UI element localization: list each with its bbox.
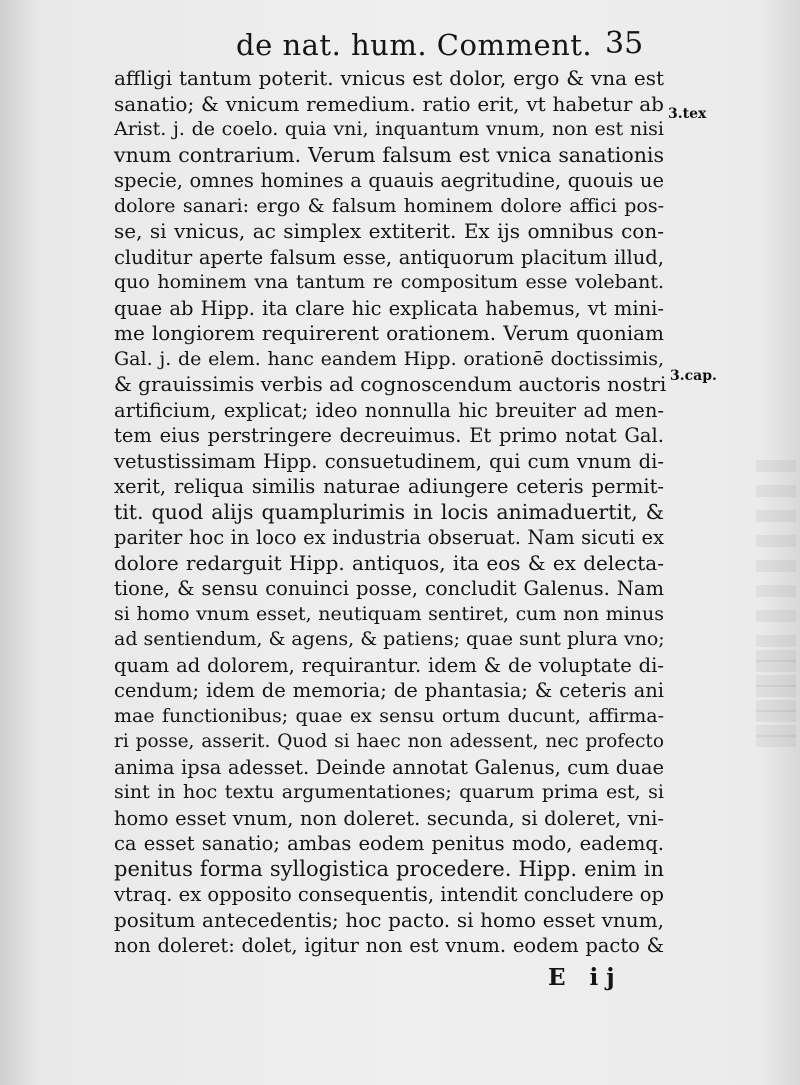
page-footer xyxy=(0,962,800,998)
text-line: se, si vnicus, ac simplex extiterit. Ex ijs omnibus con- xyxy=(114,219,664,243)
text-line: vetustissimam Hipp. consuetudinem, qui cum vnum di- xyxy=(114,449,664,473)
text-line: pariter hoc in loco ex industria obseruat. Nam sicuti ex xyxy=(114,526,664,549)
margin-note: 3.tex xyxy=(668,106,707,122)
text-line: cendum; idem de memoria; de phantasia; & ceteris ani xyxy=(114,679,664,702)
text-line: sint in hoc textu argumentationes; quarum prima est, si xyxy=(114,781,664,803)
text-line: sanatio; & vnicum remedium. ratio erit, vt habetur ab xyxy=(114,91,664,116)
text-line: si homo vnum esset, neutiquam sentiret, cum non minus xyxy=(114,602,664,625)
text-line: artificium, explicat; ideo nonnulla hic breuiter ad men- xyxy=(114,398,664,422)
running-title: de nat. hum. Comment. xyxy=(236,28,593,62)
show-through-texture xyxy=(756,650,796,750)
text-line: vnum contrarium. Verum falsum est vnica sanationis xyxy=(114,142,664,167)
text-line: dolore sanari: ergo & falsum hominem dolore affici pos- xyxy=(114,194,664,217)
page-header xyxy=(0,22,800,66)
text-line: ca esset sanatio; ambas eodem penitus modo, eademq. xyxy=(114,832,664,855)
text-line: tit. quod alijs quamplurimis in locis animaduertit, & xyxy=(114,499,664,524)
text-line: affligi tantum poterit. vnicus est dolor, ergo & vna est xyxy=(114,66,664,90)
text-line: penitus forma syllogistica procedere. Hipp. enim in xyxy=(114,856,664,881)
text-line: vtraq. ex opposito consequentis, intendit concludere op xyxy=(114,883,664,906)
text-line: specie, omnes homines a quauis aegritudine, quouis ue xyxy=(114,169,664,192)
text-line: mae functionibus; quae ex sensu ortum ducunt, affirma- xyxy=(114,704,664,727)
text-line: non doleret: dolet, igitur non est vnum. eodem pacto & xyxy=(114,934,664,957)
margin-note: 3.cap. xyxy=(670,368,717,384)
text-line: ri posse, asserit. Quod si haec non adessent, nec profecto xyxy=(114,731,664,752)
text-line: tem eius perstringere decreuimus. Et primo notat Gal. xyxy=(114,424,664,447)
text-line: quo hominem vna tantum re compositum esse volebant. xyxy=(114,271,664,293)
text-line: xerit, reliqua similis naturae adiungere ceteris permit- xyxy=(114,475,664,498)
signature-mark: E ij xyxy=(548,964,623,991)
text-block xyxy=(114,66,667,959)
text-line: homo esset vnum, non doleret. secunda, si doleret, vni- xyxy=(114,806,664,830)
text-line: & grauissimis verbis ad cognoscendum auctoris nostri xyxy=(114,372,667,396)
page-number: 35 xyxy=(605,26,644,61)
text-line: cluditur aperte falsum esse, antiquorum placitum illud, xyxy=(114,245,664,269)
text-line: tione, & sensu conuinci posse, concludit Galenus. Nam xyxy=(114,577,664,600)
text-line: dolore redarguit Hipp. antiquos, ita eos & ex delecta- xyxy=(114,550,664,575)
text-line: positum antecedentis; hoc pacto. si homo esset vnum, xyxy=(114,907,664,932)
text-line: quam ad dolorem, requirantur. idem & de voluptate di- xyxy=(114,653,664,677)
text-line: quae ab Hipp. ita clare hic explicata habemus, vt mini- xyxy=(114,296,664,320)
text-line: ad sentiendum, & agens, & patiens; quae sunt plura vno; xyxy=(114,628,665,650)
text-line: me longiorem requirerent orationem. Verum quoniam xyxy=(114,321,664,345)
text-line: Gal. j. de elem. hanc eandem Hipp. orationē doctissimis, xyxy=(114,347,664,370)
text-line: anima ipsa adesset. Deinde annotat Galenus, cum duae xyxy=(114,755,664,779)
text-line: Arist. j. de coelo. quia vni, inquantum vnum, non est nisi xyxy=(114,118,664,140)
